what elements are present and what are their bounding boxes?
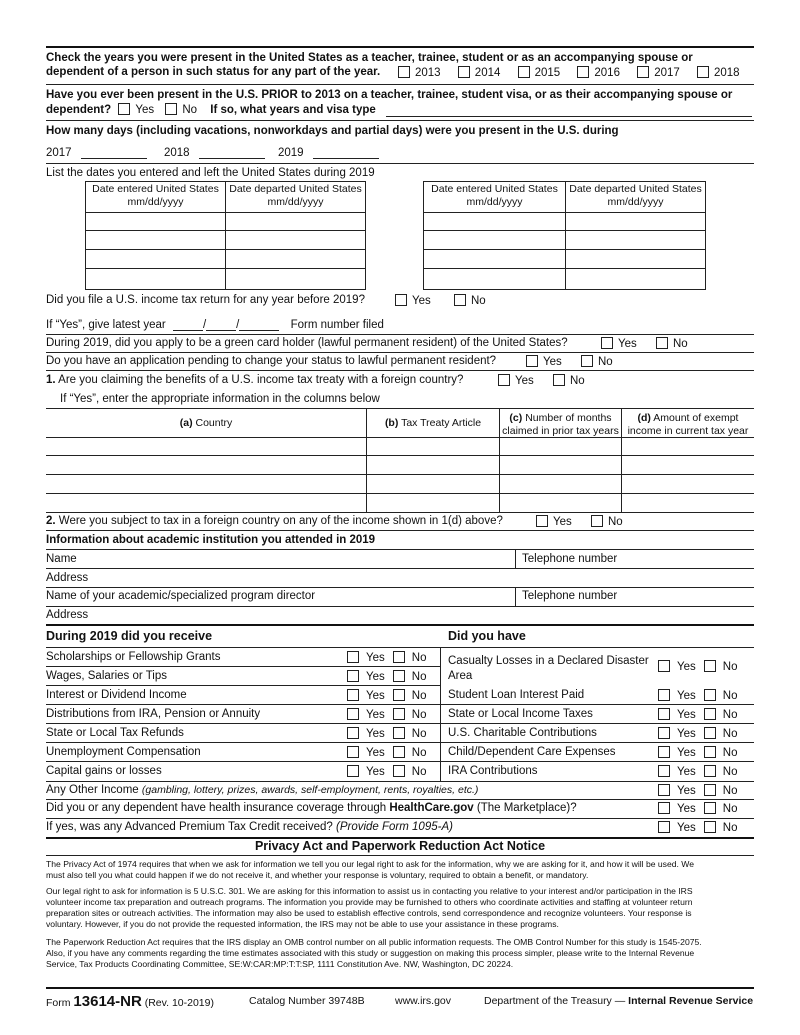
yes-checkbox[interactable] — [347, 765, 359, 777]
receive-item: Capital gains or losses — [46, 765, 162, 777]
field-separator — [515, 587, 516, 606]
divider — [46, 120, 754, 121]
date-format: mm/dd/yyyy — [127, 196, 184, 208]
health-question: Did you or any dependent have health insurance coverage through — [46, 802, 390, 814]
date-format: mm/dd/yyyy — [267, 196, 324, 208]
paperwork-paragraph: The Paperwork Reduction Act requires that the IRS display an OMB control number on all public information requests. The OMB Control Number for this study is 1545-2075. Also, if you have any comments regarding the time estimates associated with this study or suggestion on making this process simpler, please write to the Internal Revenue Service, Tax Products Coordinating Committee, SE:W:CAR:MP:T:T:SP, 1111 Constitution Ave. NW, Washington, DC 20224. — [46, 937, 702, 969]
yes-checkbox[interactable] — [658, 784, 670, 796]
receive-item: Interest or Dividend Income — [46, 689, 187, 701]
no-label: No — [411, 728, 427, 740]
address-label: Address — [46, 609, 89, 621]
yes-checkbox[interactable] — [347, 689, 359, 701]
date-row[interactable] — [423, 249, 706, 250]
no-checkbox[interactable] — [704, 765, 716, 777]
form-revision: (Rev. 10-2019) — [144, 997, 214, 1009]
days-2018-field[interactable] — [199, 146, 265, 159]
aptc-answers — [658, 821, 737, 834]
divider[interactable] — [46, 587, 754, 588]
irs-website: www.irs.gov — [395, 995, 452, 1007]
director-label: Name of your academic/specialized program director — [46, 590, 316, 602]
prior-return-answers — [395, 294, 486, 307]
no-checkbox[interactable] — [704, 689, 716, 701]
pending-app-yes-checkbox[interactable] — [526, 355, 538, 367]
yes-label: Yes — [515, 375, 534, 387]
date-row[interactable] — [85, 230, 366, 231]
no-label: No — [569, 375, 585, 387]
department-name: Department of the Treasury — — [484, 995, 629, 1007]
telephone-label: Telephone number — [522, 590, 618, 602]
no-label: No — [411, 652, 427, 664]
yes-label: Yes — [543, 356, 562, 368]
prior-2013-line2 — [46, 103, 376, 116]
divider — [46, 334, 754, 335]
date-row[interactable] — [423, 268, 706, 269]
no-label: No — [722, 661, 738, 673]
year-checkbox[interactable] — [458, 67, 501, 79]
telephone-label: Telephone number — [522, 553, 618, 565]
yes-label: Yes — [677, 822, 696, 834]
yes-label: Yes — [366, 671, 385, 683]
divider — [46, 530, 754, 531]
yes-checkbox[interactable] — [658, 660, 670, 672]
col-country-header: (a) Country — [179, 417, 233, 429]
field-separator — [515, 549, 516, 568]
have-item: State or Local Income Taxes — [448, 708, 593, 720]
green-card-no-checkbox[interactable] — [656, 337, 668, 349]
visa-type-label: If so, what years and visa type — [210, 104, 376, 116]
have-item: IRA Contributions — [448, 765, 538, 777]
divider — [46, 84, 754, 85]
receive-item: Wages, Salaries or Tips — [46, 670, 168, 682]
divider — [46, 163, 754, 164]
pending-app-answers — [526, 355, 613, 368]
green-card-question: During 2019, did you apply to be a green card holder (lawful permanent resident) of the United States? — [46, 337, 568, 349]
yes-label: Yes — [618, 338, 637, 350]
other-income-row — [46, 784, 478, 796]
no-checkbox[interactable] — [704, 802, 716, 814]
health-row — [46, 802, 577, 814]
no-label: No — [597, 356, 613, 368]
col-entered-header: Date entered United States — [431, 183, 558, 195]
yes-checkbox[interactable] — [347, 670, 359, 682]
yes-checkbox[interactable] — [347, 651, 359, 663]
treaty-row[interactable] — [46, 474, 754, 475]
days-2019-field[interactable] — [313, 146, 379, 159]
years-question-text: dependent of a person in such status for any part of the year. — [46, 66, 381, 78]
no-label: No — [411, 671, 427, 683]
no-checkbox[interactable] — [704, 660, 716, 672]
yes-label: Yes — [366, 728, 385, 740]
yes-checkbox[interactable] — [658, 821, 670, 833]
yes-label: Yes — [677, 785, 696, 797]
no-checkbox[interactable] — [393, 651, 405, 663]
have-item: Student Loan Interest Paid — [448, 689, 585, 701]
have-answers — [658, 660, 737, 673]
aptc-row — [46, 821, 453, 833]
foreign-tax-no-checkbox[interactable] — [591, 515, 603, 527]
divider — [46, 855, 754, 856]
top-rule — [46, 46, 754, 48]
years-question-line1: Check the years you were present in the United States as a teacher, trainee, student or as an accompanying spouse or — [46, 52, 693, 64]
divider[interactable] — [46, 568, 754, 569]
latest-year-field[interactable] — [239, 318, 279, 331]
section-rule — [46, 624, 754, 626]
prior-2013-line1: Have you ever been present in the U.S. PRIOR to 2013 on a teacher, trainee, student visa, or as their accompanying spouse or — [46, 89, 733, 101]
no-label: No — [722, 803, 738, 815]
receive-heading: During 2019 did you receive — [46, 629, 213, 643]
no-label: No — [411, 690, 427, 702]
yes-checkbox[interactable] — [347, 708, 359, 720]
col-departed-header: Date departed United States — [229, 183, 362, 195]
no-checkbox[interactable] — [393, 727, 405, 739]
privacy-paragraph-2: Our legal right to ask for information is 5 U.S.C. 301. We are asking for this information to assist us in contacting you relative to your interest and/or participation in the IRS volunteer income tax preparation and outreach programs. The information you provide may be furnished to others who coordinate activities and staffing at volunteer return preparation sites or outreach activities. The information may also be used to establish effective controls, send correspondence and recognize volunteers. Your response is voluntary. However, if you do not provide the requested information, the IRS may not be able to use your assistance in these programs. — [46, 886, 693, 929]
institution-name-label: Name — [46, 553, 77, 565]
yes-checkbox[interactable] — [658, 802, 670, 814]
no-label: No — [411, 709, 427, 721]
address-label: Address — [46, 572, 89, 584]
treaty-row[interactable] — [46, 455, 754, 456]
year-label: 2016 — [594, 67, 620, 79]
no-checkbox[interactable] — [393, 746, 405, 758]
other-income-label: Any Other Income — [46, 784, 139, 796]
no-label: No — [722, 822, 738, 834]
yes-label: Yes — [366, 747, 385, 759]
treaty-instruction: If “Yes”, enter the appropriate information in the columns below — [60, 393, 380, 405]
divider — [46, 549, 754, 550]
no-checkbox[interactable] — [393, 670, 405, 682]
prior-2013-yes-checkbox[interactable] — [118, 103, 130, 115]
no-label: No — [722, 690, 738, 702]
have-answers — [658, 746, 737, 759]
privacy-heading: Privacy Act and Paperwork Reduction Act Notice — [254, 839, 546, 853]
prior-return-no-checkbox[interactable] — [454, 294, 466, 306]
divider — [46, 818, 754, 819]
green-card-answers — [601, 337, 688, 350]
no-label: No — [722, 766, 738, 778]
prior-return-question: Did you file a U.S. income tax return for any year before 2019? — [46, 294, 365, 306]
yes-checkbox[interactable] — [658, 727, 670, 739]
treaty-answers — [498, 374, 585, 387]
year-checkbox[interactable] — [637, 67, 680, 79]
date-row[interactable] — [423, 230, 706, 231]
prior-2013-no-checkbox[interactable] — [165, 103, 177, 115]
yes-label: Yes — [677, 728, 696, 740]
form-word: Form — [46, 997, 71, 1009]
visa-type-field[interactable] — [386, 116, 752, 117]
treaty-yes-checkbox[interactable] — [498, 374, 510, 386]
latest-year-label: If “Yes”, give latest year — [46, 319, 166, 331]
col-departed-header: Date departed United States — [569, 183, 702, 195]
latest-month-field[interactable] — [173, 318, 203, 331]
year-label: 2017 — [654, 67, 680, 79]
yes-label: Yes — [412, 295, 431, 307]
receive-answers — [347, 746, 426, 759]
no-checkbox[interactable] — [704, 746, 716, 758]
yes-checkbox[interactable] — [347, 727, 359, 739]
receive-item: Unemployment Compensation — [46, 746, 201, 758]
health-question-suffix: (The Marketplace)? — [473, 802, 577, 814]
years-question-line2 — [46, 66, 380, 78]
yes-label: Yes — [366, 690, 385, 702]
receive-answers — [347, 689, 426, 702]
form-number-label: Form number filed — [290, 319, 384, 331]
date-row[interactable] — [85, 268, 366, 269]
agency-name: Internal Revenue Service — [628, 995, 754, 1007]
no-label: No — [722, 747, 738, 759]
years-checkboxes — [398, 66, 740, 79]
days-year-label: 2017 — [46, 147, 72, 159]
latest-year-row: If “Yes”, give latest year / / Form number filed — [46, 319, 384, 331]
item-number: 2. — [46, 515, 56, 527]
no-label: No — [722, 728, 738, 740]
yes-checkbox[interactable] — [658, 746, 670, 758]
have-answers — [658, 689, 737, 702]
other-income-detail: (gambling, lottery, prizes, awards, self-employment, rents, royalties, etc.) — [141, 784, 479, 796]
dates-intro: List the dates you entered and left the United States during 2019 — [46, 167, 375, 179]
year-checkbox[interactable] — [697, 67, 740, 79]
pending-app-no-checkbox[interactable] — [581, 355, 593, 367]
foreign-tax-yes-checkbox[interactable] — [536, 515, 548, 527]
form-number: 13614-NR — [73, 993, 142, 1010]
col-exempt-amount-header: (d) Amount of exempt income in current tax year — [627, 412, 749, 437]
latest-day-field[interactable] — [206, 318, 236, 331]
have-heading: Did you have — [448, 629, 526, 643]
privacy-paragraph-1: The Privacy Act of 1974 requires that when we ask for information we tell you our legal right to ask for the information, why we are asking for it, and how it will be used. We must also tell you what could happen if we do not receive it, and whether your response is voluntary, required to obtain a benefit, or mandatory. — [46, 859, 695, 880]
year-label: 2014 — [474, 67, 501, 79]
treaty-question-row — [46, 374, 463, 386]
have-answers — [658, 727, 737, 740]
yes-checkbox[interactable] — [658, 708, 670, 720]
col-treaty-article-header: (b) Tax Treaty Article — [384, 417, 482, 429]
have-item-casualty: Casualty Losses in a Declared Disaster Area — [448, 655, 649, 682]
col-months-header: (c) Number of months claimed in prior tax years — [502, 412, 619, 437]
col-entered-header: Date entered United States — [92, 183, 219, 195]
have-item: U.S. Charitable Contributions — [448, 727, 597, 739]
no-label: No — [672, 338, 688, 350]
days-year-label: 2019 — [278, 147, 304, 159]
aptc-note: (Provide Form 1095-A) — [335, 821, 453, 833]
divider — [46, 370, 754, 371]
year-checkbox[interactable] — [398, 67, 441, 79]
days-question: How many days (including vacations, nonworkdays and partial days) were you present in the U.S. during — [46, 125, 619, 137]
health-answers — [658, 802, 737, 815]
yes-label: Yes — [366, 709, 385, 721]
year-label: 2018 — [713, 67, 740, 79]
department — [484, 995, 753, 1007]
treaty-no-checkbox[interactable] — [553, 374, 565, 386]
receive-item: Scholarships or Fellowship Grants — [46, 651, 221, 663]
academic-heading: Information about academic institution you attended in 2019 — [46, 534, 376, 546]
year-checkbox[interactable] — [577, 67, 620, 79]
prior-return-yes-checkbox[interactable] — [395, 294, 407, 306]
no-checkbox[interactable] — [393, 765, 405, 777]
date-row[interactable] — [85, 249, 366, 250]
yes-label: Yes — [677, 661, 696, 673]
yes-label: Yes — [677, 766, 696, 778]
healthcare-gov: HealthCare.gov — [389, 802, 474, 814]
year-label: 2015 — [534, 67, 561, 79]
footer-rule — [46, 987, 754, 989]
aptc-question: If yes, was any Advanced Premium Tax Credit received? — [46, 821, 336, 833]
no-label: No — [411, 747, 427, 759]
yes-label: Yes — [677, 690, 696, 702]
have-answers — [658, 765, 737, 778]
receive-answers — [347, 670, 426, 683]
no-label: No — [607, 516, 623, 528]
divider — [46, 647, 754, 648]
no-label: No — [411, 766, 427, 778]
receive-answers — [347, 708, 426, 721]
have-answers — [658, 708, 737, 721]
other-income-answers — [658, 784, 737, 797]
yes-label: Yes — [366, 766, 385, 778]
pending-app-question: Do you have an application pending to change your status to lawful permanent resident? — [46, 355, 497, 367]
item-number: 1. — [46, 374, 56, 386]
foreign-tax-question: Were you subject to tax in a foreign country on any of the income shown in 1(d) above? — [58, 515, 503, 527]
no-checkbox[interactable] — [704, 708, 716, 720]
yes-label: Yes — [677, 747, 696, 759]
date-format: mm/dd/yyyy — [607, 196, 664, 208]
receive-item: Distributions from IRA, Pension or Annuity — [46, 708, 261, 720]
days-year-label: 2018 — [164, 147, 190, 159]
divider — [46, 352, 754, 353]
days-2017-field[interactable] — [81, 146, 147, 159]
receive-answers — [347, 651, 426, 664]
yes-checkbox[interactable] — [658, 689, 670, 701]
treaty-row[interactable] — [46, 493, 754, 494]
foreign-tax-row — [46, 515, 503, 527]
prior-2013-no-label: No — [182, 104, 198, 116]
receive-item: State or Local Tax Refunds — [46, 727, 184, 739]
yes-label: Yes — [366, 652, 385, 664]
divider — [46, 799, 754, 800]
form-id — [46, 993, 214, 1010]
foreign-tax-answers — [536, 515, 623, 528]
prior-2013-yes-label: Yes — [135, 104, 155, 116]
have-item: Child/Dependent Care Expenses — [448, 746, 616, 758]
prior-return-row — [46, 294, 365, 306]
no-checkbox[interactable] — [393, 689, 405, 701]
date-format: mm/dd/yyyy — [466, 196, 523, 208]
yes-checkbox[interactable] — [658, 765, 670, 777]
prior-2013-dependent: dependent? — [46, 104, 112, 116]
no-label: No — [722, 785, 738, 797]
green-card-yes-checkbox[interactable] — [601, 337, 613, 349]
yes-label: Yes — [677, 803, 696, 815]
receive-answers — [347, 727, 426, 740]
year-checkbox[interactable] — [518, 67, 561, 79]
yes-checkbox[interactable] — [347, 746, 359, 758]
treaty-question: Are you claiming the benefits of a U.S. income tax treaty with a foreign country? — [58, 374, 464, 386]
no-label: No — [470, 295, 486, 307]
no-label: No — [722, 709, 738, 721]
no-checkbox[interactable] — [393, 708, 405, 720]
no-checkbox[interactable] — [704, 727, 716, 739]
no-checkbox[interactable] — [704, 821, 716, 833]
receive-answers — [347, 765, 426, 778]
no-checkbox[interactable] — [704, 784, 716, 796]
yes-label: Yes — [553, 516, 572, 528]
divider[interactable] — [46, 606, 754, 607]
yes-label: Yes — [677, 709, 696, 721]
days-fields — [46, 146, 379, 159]
catalog-number: Catalog Number 39748B — [249, 995, 365, 1007]
year-label: 2013 — [415, 67, 441, 79]
